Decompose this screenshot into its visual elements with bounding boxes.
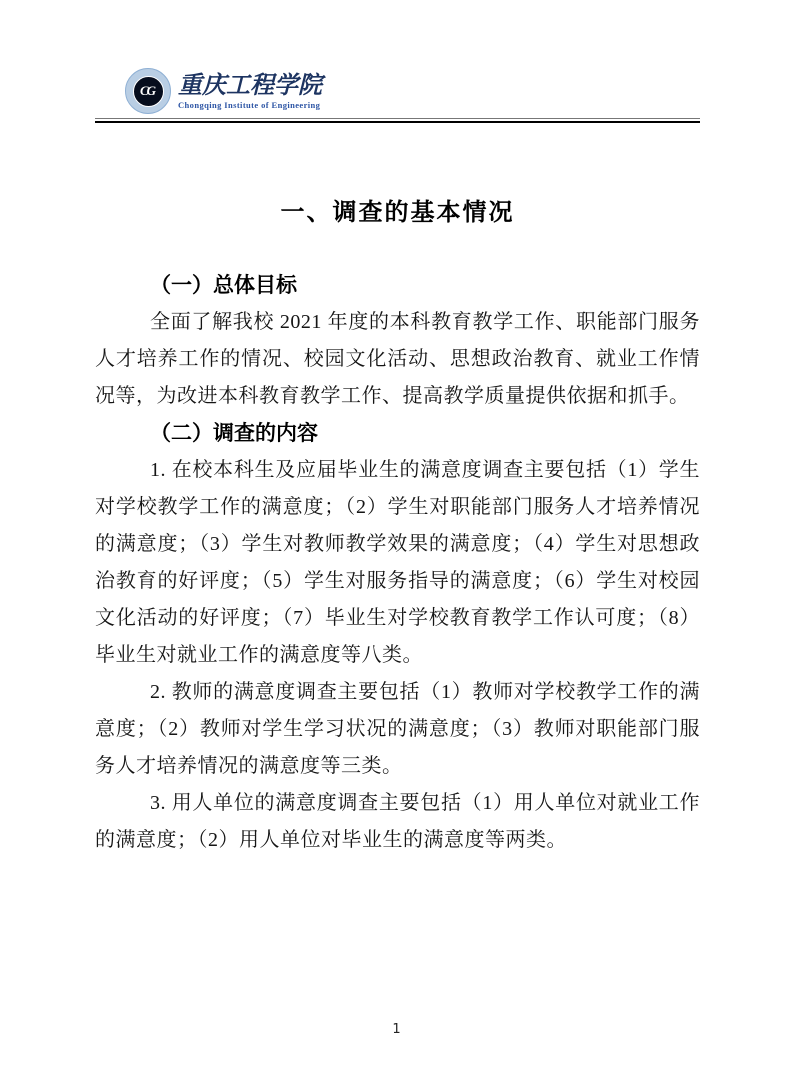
university-name-chinese: 重庆工程学院 — [178, 73, 322, 99]
logo-text-block — [178, 68, 322, 110]
section-heading-overall-goal: （一）总体目标 — [150, 274, 297, 297]
document-title: 一、调查的基本情况 — [280, 199, 515, 226]
page-header — [0, 0, 793, 118]
paragraph-students-survey: 1. 在校本科生及应届毕业生的满意度调查主要包括（1）学生对学校教学工作的满意度；（2）学生对职能部门服务人才培养情况的满意度；（3）学生对教师教学效果的满意度；（4）学生对思想政治教育的好评度；（5）学生对服务指导的满意度；（6）学生对校园文化活动的好评度；（7）毕业生对学校教育教学工作认可度；（8）毕业生对就业工作的满意度等八类。 — [95, 459, 700, 666]
university-logo — [125, 68, 793, 114]
header-divider — [95, 118, 700, 123]
page-number: 1 — [392, 1022, 401, 1037]
paragraph-teachers-survey: 2. 教师的满意度调查主要包括（1）教师对学校教学工作的满意度；（2）教师对学生学习状况的满意度；（3）教师对职能部门服务人才培养情况的满意度等三类。 — [95, 681, 700, 777]
section-heading-survey-content: （二）调查的内容 — [150, 422, 318, 445]
paragraph-overall-goal: 全面了解我校 2021 年度的本科教育教学工作、职能部门服务人才培养工作的情况、校园文化活动、思想政治教育、就业工作情况等，为改进本科教育教学工作、提高教学质量提供依据和抓手。 — [95, 311, 700, 407]
document-body — [95, 193, 700, 859]
seal-monogram: CG — [133, 76, 164, 107]
university-seal-icon — [125, 68, 171, 114]
page-footer — [0, 1022, 793, 1037]
paragraph-employers-survey: 3. 用人单位的满意度调查主要包括（1）用人单位对就业工作的满意度；（2）用人单位对毕业生的满意度等两类。 — [95, 792, 700, 851]
university-name-english: Chongqing Institute of Engineering — [178, 100, 321, 110]
